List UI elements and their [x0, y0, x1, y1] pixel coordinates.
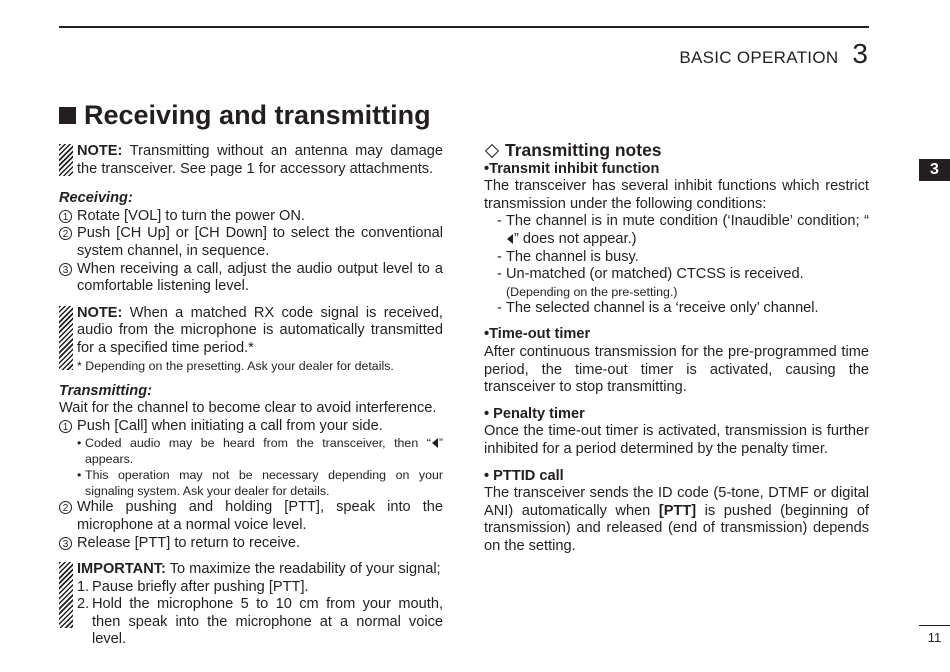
- condition-text: The selected channel is a ‘receive only’ channel.: [506, 299, 819, 316]
- important-text: To maximize the readability of your signal;: [165, 561, 441, 578]
- section-header: [679, 38, 868, 70]
- condition-note: (Depending on the pre-setting.): [506, 284, 678, 299]
- important-item: [77, 596, 443, 649]
- subsection-title: Time-out timer: [489, 326, 591, 343]
- important-note: [59, 561, 443, 649]
- bullet-text: This operation may not be necessary depending on your signaling system. Ask your dealer for details.: [85, 468, 443, 499]
- note-hatch-icon: [59, 306, 73, 370]
- step-number: 1: [59, 210, 72, 223]
- page-title-block: [59, 100, 431, 131]
- note-rx-code: [59, 305, 443, 374]
- subsection-title: PTTID call: [493, 467, 564, 484]
- pttid-text: [484, 485, 869, 555]
- step-text: Push [Call] when initiating a call from your side.: [77, 417, 383, 434]
- transmitting-step: [59, 499, 443, 534]
- pttid-text-part: is pushed (beginning of transmission) and released (end of transmission) depends on the setting.: [484, 502, 869, 554]
- step-text: Push [CH Up] or [CH Down] to select the conventional system channel, in sequence.: [77, 225, 443, 259]
- receiving-step: [59, 208, 443, 226]
- ptt-key-label: [PTT]: [658, 502, 697, 519]
- page-number-rule: [919, 625, 950, 626]
- transmitting-intro: Wait for the channel to become clear to avoid interference.: [59, 400, 437, 417]
- step-number: 3: [59, 537, 72, 550]
- note-antenna: [59, 143, 443, 178]
- step-text: When receiving a call, adjust the audio output level to a comfortable listening level.: [77, 260, 443, 295]
- step-text: Release [PTT] to return to receive.: [77, 534, 301, 551]
- pttid-title: • PTTID call: [484, 467, 564, 484]
- note-hatch-icon: [59, 144, 73, 176]
- transmitting-heading: Transmitting:: [59, 382, 152, 399]
- condition-item: - The channel is busy.: [484, 249, 869, 267]
- sub-bullet: • This operation may not be necessary depending on your signaling system. Ask your dealer for details.: [77, 468, 443, 499]
- sub-bullet: • Coded audio may be heard from the transceiver, then “ ” appears.: [77, 436, 443, 467]
- chapter-tab: 3: [919, 159, 950, 181]
- right-column: [484, 142, 869, 555]
- bullet-text: ” appears.: [85, 436, 443, 467]
- timeout-text: After continuous transmission for the pre-programmed time period, the time-out timer is activated, causing the transceiver to stop transmitting.: [484, 343, 869, 396]
- step-number: 2: [59, 227, 72, 240]
- step-number: 2: [59, 501, 72, 514]
- transmitting-step: [59, 418, 443, 436]
- heading-text: Transmitting notes: [505, 140, 662, 160]
- transmitting-notes-heading: [484, 142, 869, 160]
- item-number: 2.: [77, 596, 90, 613]
- note-label: NOTE:: [77, 143, 123, 159]
- page-title: Receiving and transmitting: [84, 100, 431, 130]
- left-column: [59, 143, 443, 649]
- square-bullet-icon: [59, 107, 76, 124]
- condition-item: - The selected channel is a ‘receive only’ channel.: [484, 300, 869, 318]
- item-text: Pause briefly after pushing [PTT].: [92, 578, 309, 595]
- step-number: 1: [59, 420, 72, 433]
- condition-item: - The channel is in mute condition (‘Inaudible’ condition; “” does not appear.): [497, 213, 869, 247]
- penalty-text: Once the time-out timer is activated, transmission is further inhibited for a period determined by the penalty timer.: [484, 423, 869, 457]
- timeout-title: •Time-out timer: [484, 326, 591, 343]
- section-number: 3: [852, 38, 868, 69]
- step-text: Rotate [VOL] to turn the power ON.: [77, 207, 305, 224]
- condition-text: Un-matched (or matched) CTCSS is received.: [506, 266, 804, 283]
- note-text: When a matched RX code signal is received, audio from the microphone is automatically transmitted for a specified time period.*: [77, 304, 443, 356]
- receiving-heading: Receiving:: [59, 190, 133, 207]
- item-number: 1.: [77, 578, 90, 595]
- section-label: BASIC OPERATION: [679, 48, 839, 67]
- speaker-icon: [432, 438, 438, 448]
- bullet-text: Coded audio may be heard from the transceiver, then “: [85, 436, 431, 451]
- condition-text: ” does not appear.): [514, 230, 637, 247]
- step-number: 3: [59, 263, 72, 276]
- receiving-step: [59, 225, 443, 260]
- step-text: While pushing and holding [PTT], speak into the microphone at a normal voice level.: [77, 499, 443, 533]
- important-label: IMPORTANT:: [77, 561, 166, 578]
- note-text: Transmitting without an antenna may damage the transceiver. See page 1 for accessory attachments.: [77, 143, 443, 177]
- speaker-icon: [507, 234, 513, 244]
- receiving-step: [59, 261, 443, 296]
- note-footnote: * Depending on the presetting. Ask your dealer for details.: [77, 358, 394, 373]
- subsection-title: Penalty timer: [493, 405, 585, 422]
- note-label: NOTE:: [77, 304, 123, 321]
- page-number: 11: [927, 630, 942, 645]
- inhibit-intro: The transceiver has several inhibit functions which restrict transmission under the following conditions:: [484, 178, 869, 212]
- condition-text: The channel is in mute condition (‘Inaudible’ condition; “: [506, 213, 869, 230]
- transmitting-step: [59, 535, 443, 553]
- item-text: Hold the microphone 5 to 10 cm from your mouth, then speak into the microphone at a normal voice level.: [92, 596, 443, 648]
- pttid-text-part: The transceiver sends the ID code (5-tone, DTMF or digital ANI) automatically when: [484, 485, 869, 519]
- important-item: [77, 579, 443, 597]
- note-hatch-icon: [59, 562, 73, 628]
- penalty-title: • Penalty timer: [484, 405, 585, 422]
- condition-text: The channel is busy.: [506, 248, 639, 265]
- subsection-title: Transmit inhibit function: [489, 160, 660, 177]
- diamond-icon: [485, 144, 499, 158]
- top-rule: [59, 26, 869, 28]
- condition-item: - Un-matched (or matched) CTCSS is received.: [484, 266, 869, 284]
- inhibit-title: •Transmit inhibit function: [484, 160, 660, 177]
